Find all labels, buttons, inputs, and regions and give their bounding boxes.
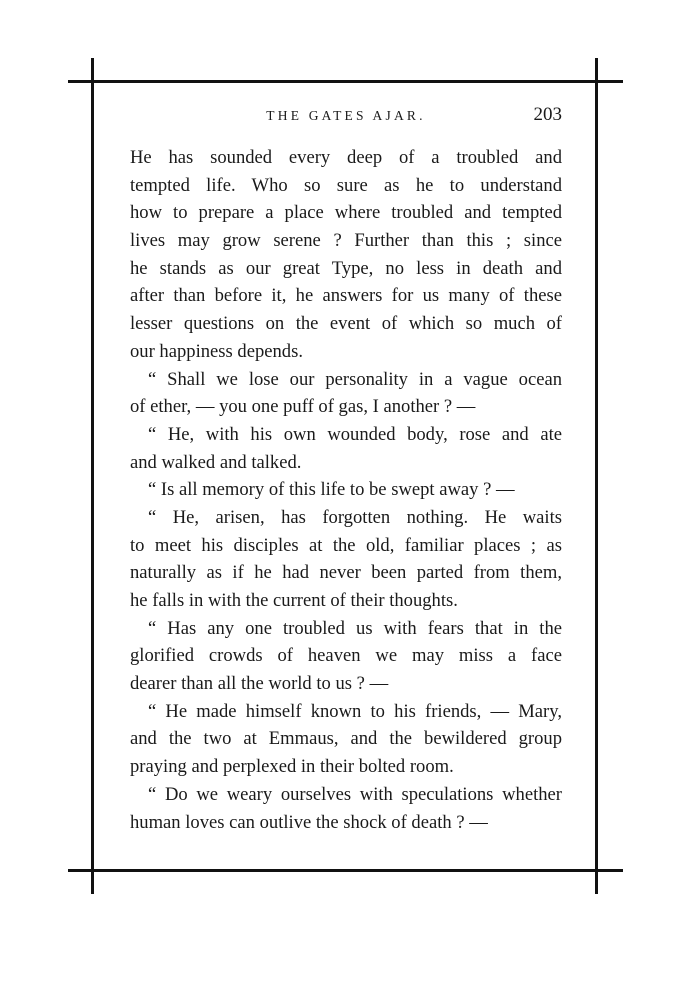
page-number: 203: [533, 104, 562, 125]
text-line: “ Is all memory of this life to be swept away ? —: [148, 479, 515, 501]
text-line: “ He, arisen, has forgotten nothing. He waits: [148, 506, 562, 528]
text-line: our happiness depends.: [130, 340, 303, 362]
text-line: to meet his disciples at the old, familiar places ; as: [130, 534, 562, 556]
text-line: and the two at Emmaus, and the bewildered group: [130, 728, 562, 750]
frame-rule-left: [91, 58, 94, 894]
text-line: praying and perplexed in their bolted room.: [130, 756, 454, 778]
text-line: after than before it, he answers for us many of these: [130, 285, 562, 307]
text-line: he falls in with the current of their thoughts.: [130, 590, 458, 611]
text-line: lesser questions on the event of which so much of: [130, 313, 562, 335]
text-line: He has sounded every deep of a troubled and: [130, 147, 562, 168]
running-head: [130, 104, 562, 130]
text-line: “ He, with his own wounded body, rose and ate: [148, 423, 562, 445]
text-line: how to prepare a place where troubled and tempted: [130, 202, 562, 224]
text-line: lives may grow serene ? Further than this ; since: [130, 230, 562, 252]
text-line: tempted life. Who so sure as he to understand: [130, 174, 562, 196]
text-line: human loves can outlive the shock of death ? —: [130, 811, 488, 833]
frame-rule-bottom: [68, 869, 623, 872]
text-line: of ether, — you one puff of gas, I another ? —: [130, 396, 476, 418]
text-line: and walked and talked.: [130, 451, 302, 473]
text-line: “ Shall we lose our personality in a vague ocean: [148, 368, 562, 390]
body-text: [130, 144, 562, 836]
text-line: dearer than all the world to us ? —: [130, 673, 389, 695]
text-line: “ Do we weary ourselves with speculations whether: [148, 783, 562, 805]
text-line: “ Has any one troubled us with fears that in the: [148, 617, 562, 639]
text-line: he stands as our great Type, no less in death and: [130, 257, 562, 279]
text-line: “ He made himself known to his friends, — Mary,: [148, 700, 562, 722]
frame-rule-right: [595, 58, 598, 894]
running-title: THE GATES AJAR.: [266, 108, 426, 123]
text-line: naturally as if he had never been parted from them,: [130, 562, 562, 584]
text-line: glorified crowds of heaven we may miss a face: [130, 645, 562, 667]
frame-rule-top: [68, 80, 623, 83]
